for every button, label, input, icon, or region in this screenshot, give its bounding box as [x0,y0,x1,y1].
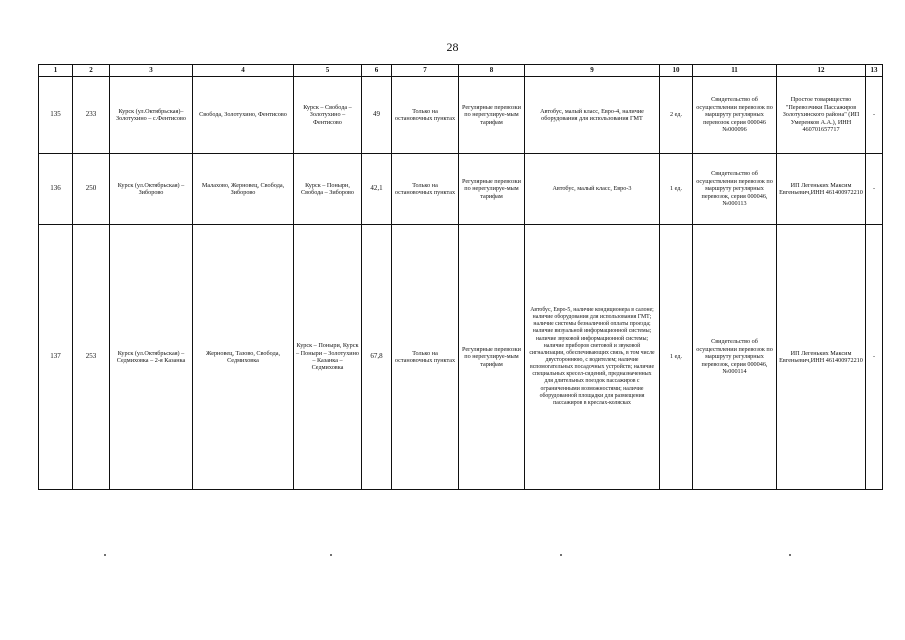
scan-mark [104,554,106,556]
route-number: 233 [73,77,110,154]
route-number: 253 [73,225,110,490]
boarding-procedure: Только на остановочных пунктах [392,77,459,154]
route-streets: Курск – Поныри, Курск – Поныри – Золотухино – Казанка – Седмиховка [294,225,362,490]
column-number: 9 [525,65,660,77]
header-row [39,65,883,77]
table-row [39,154,883,225]
column-number: 7 [392,65,459,77]
page-number: 28 [446,40,459,54]
column-number: 11 [693,65,777,77]
intermediate-stops: Жерновец, Тазово, Свобода, Седмиховка [193,225,294,490]
scan-mark [560,554,562,556]
vehicle-count: 1 ед. [660,225,693,490]
carrier: ИП Легеньких Максим Евгеньевич,ИНН 461400972210 [777,225,866,490]
route-name: Курск (ул.Октябрьская) – Зиборово [110,154,193,225]
column-number: 6 [362,65,392,77]
column-number: 5 [294,65,362,77]
route-name: Курск (ул.Октябрьская)– Золотухино – с.Фентисово [110,77,193,154]
intermediate-stops: Малахово, Жерновец, Свобода, Зиборово [193,154,294,225]
route-streets: Курск – Понырн, Свобода – Зиборово [294,154,362,225]
scan-mark [789,554,791,556]
column-number: 8 [459,65,525,77]
transport-type: Регулярные перевозки по нерегулируе-мым тарифам [459,154,525,225]
vehicle-count: 2 ед. [660,77,693,154]
route-length: 42,1 [362,154,392,225]
vehicle-characteristics: Автобус, Евро-5, наличие кондиционера в салоне; наличие оборудования для использования ГМТ; наличие системы безналичной оплаты проезда; наличие визуальной информационной системы; наличие звуковой информационной системы; наличие приборов световой и звуковой сигнализации, обеспечивающих связь, в том числе двустороннюю, с водителем; наличие вспомогательных посадочных устройств; наличие специальных кресел-сидений, предназначенных для длительных поездок пассажиров с ограниченными возможностями; наличие оборудованной площадки для размещения пассажиров в креслах-колясках [525,225,660,490]
certificate: Свидетельство об осуществлении перевозок по маршруту регулярных перевозок серия 000046 №000096 [693,77,777,154]
column-number: 4 [193,65,294,77]
table-row [39,225,883,490]
carrier: Простое товарищество "Перевозчики Пассажиров Золотухинского района" (ИП Умеренков А.А.), ИНН 460701657717 [777,77,866,154]
vehicle-count: 1 ед. [660,154,693,225]
column-number: 10 [660,65,693,77]
scan-mark [330,554,332,556]
routes-table [38,64,883,490]
transport-type: Регулярные перевозки по нерегулируе-мым тарифам [459,77,525,154]
transport-type: Регулярные перевозки по нерегулируе-мым тарифам [459,225,525,490]
table-row [39,77,883,154]
certificate: Свидетельство об осуществлении перевозок по маршруту регулярных перевозок, серия 000046, №000113 [693,154,777,225]
extra-info: - [866,225,883,490]
intermediate-stops: Свобода, Золотухино, Фентисово [193,77,294,154]
column-number: 3 [110,65,193,77]
boarding-procedure: Только на остановочных пунктах [392,225,459,490]
column-number: 13 [866,65,883,77]
route-length: 67,8 [362,225,392,490]
row-index: 136 [39,154,73,225]
route-streets: Курск – Свобода – Золотухино – Фентисово [294,77,362,154]
vehicle-characteristics: Автобус, малый класс, Евро-3 [525,154,660,225]
column-number: 2 [73,65,110,77]
row-index: 137 [39,225,73,490]
boarding-procedure: Только на остановочных пунктах [392,154,459,225]
row-index: 135 [39,77,73,154]
carrier: ИП Легеньких Максим Евгеньевич,ИНН 461400972210 [777,154,866,225]
extra-info: - [866,77,883,154]
column-number: 1 [39,65,73,77]
column-number: 12 [777,65,866,77]
route-name: Курск (ул.Октябрьская) – Седмиховка – 2-я Казанка [110,225,193,490]
extra-info: - [866,154,883,225]
route-length: 49 [362,77,392,154]
certificate: Свидетельство об осуществлении перевозок по маршруту регулярных перевозок, серия 000046, №000114 [693,225,777,490]
vehicle-characteristics: Автобус, малый класс, Евро-4, наличие оборудования для использования ГМТ [525,77,660,154]
route-number: 250 [73,154,110,225]
